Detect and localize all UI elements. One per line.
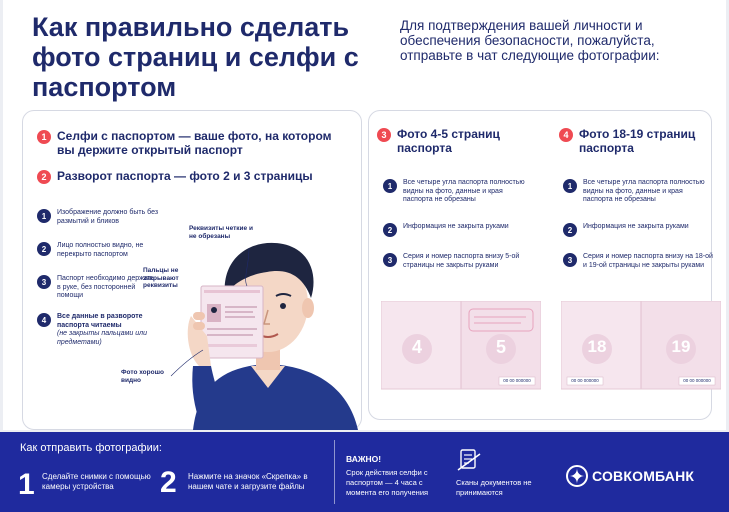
scan-text: Сканы документов не принимаются [456, 478, 532, 497]
rule-1819 [563, 223, 713, 237]
rule-number: 3 [383, 253, 397, 267]
important-title: ВАЖНО! [346, 454, 382, 464]
step-3-heading [377, 127, 537, 155]
rule-number: 2 [563, 223, 577, 237]
rule-text: Лицо полностью видно, не перекрыто паспортом [57, 242, 144, 258]
rule-45 [383, 223, 533, 237]
passport-page-5: 5 [495, 337, 506, 357]
rule-text: Информация не закрыта руками [583, 223, 689, 230]
bottom-bar [0, 432, 729, 512]
step-4-heading [559, 127, 709, 155]
passport-page-4: 4 [411, 337, 422, 357]
rule-text: Все четыре угла паспорта полностью видны на фото, данные и края паспорта не обрезаны [583, 179, 705, 203]
step-label: Разворот паспорта — фото 2 и 3 страницы [57, 169, 313, 183]
callout-photo: Фото хорошо видно [121, 369, 164, 384]
rule-text: Изображение должно быть без размытий и бликов [57, 209, 159, 225]
rule-text: Информация не закрыта руками [403, 223, 509, 230]
important-text: Срок действия селфи с паспортом — 4 часа с момента его получения [346, 468, 429, 497]
logo-text: СОВКОМБАНК [592, 468, 695, 484]
rule-text: Все данные в развороте паспорта читаемы [57, 313, 143, 329]
rule-text: Серия и номер паспорта внизу 5-ой страницы не закрыты руками [403, 253, 520, 269]
rule-1819 [563, 253, 713, 270]
rule-number: 3 [563, 253, 577, 267]
callout-fingers: Пальцы не закрывают реквизиты [143, 267, 179, 289]
rule-text: Паспорт необходимо держать в руке, без посторонней помощи [57, 275, 155, 299]
step-number: 4 [559, 128, 573, 142]
passport-page-19: 19 [671, 337, 691, 356]
rule-number: 1 [383, 179, 397, 193]
rule-text: Все четыре угла паспорта полностью видны на фото, данные и края паспорта не обрезаны [403, 179, 525, 203]
step-1-heading [37, 129, 337, 157]
selfie-rule [37, 209, 167, 226]
selfie-rule [37, 313, 157, 347]
sovcombank-logo [566, 465, 694, 487]
step-number: 3 [377, 128, 391, 142]
rule-number: 4 [37, 313, 51, 327]
step-label: Селфи с паспортом — ваше фото, на котором вы держите открытый паспорт [57, 129, 332, 157]
rule-number: 1 [563, 179, 577, 193]
callout-sharp: Реквизиты четкие и не обрезаны [189, 225, 253, 240]
step-2-heading [37, 169, 337, 184]
passport-page-18: 18 [587, 337, 607, 356]
bottom-step-number: 2 [160, 466, 177, 499]
selfie-rule [37, 242, 167, 259]
step-number: 1 [37, 130, 51, 144]
person-with-passport-illustration [163, 216, 363, 430]
rule-45 [383, 253, 533, 270]
rule-number: 2 [383, 223, 397, 237]
step-label: Фото 18-19 страниц паспорта [579, 127, 696, 155]
scan-document-icon [456, 448, 482, 474]
passport-serial: 00 00 000000 [503, 378, 531, 383]
bottom-title: Как отправить фотографии: [20, 442, 162, 454]
rule-number: 1 [37, 209, 51, 223]
rule-text: Серия и номер паспорта внизу на 18-ой и 19-ой страницы не закрыты руками [583, 253, 713, 269]
step-number: 2 [37, 170, 51, 184]
passport-serial: 00 00 000000 [571, 378, 599, 383]
divider [334, 440, 335, 504]
sovcombank-logo-icon [566, 465, 588, 487]
passport-pages-card [368, 110, 712, 420]
page-title: Как правильно сделать фото страниц и селфи с паспортом [32, 12, 359, 102]
selfie-rule [37, 275, 157, 301]
intro-text: Для подтверждения вашей личности и обеспечения безопасности, пожалуйста, отправьте в чат следующие фотографии: [400, 18, 660, 63]
selfie-card [22, 110, 362, 430]
rule-45 [383, 179, 533, 205]
rule-number: 2 [37, 242, 51, 256]
bottom-step-number: 1 [18, 468, 35, 501]
rule-1819 [563, 179, 713, 205]
bottom-step-text: Сделайте снимки с помощью камеры устройства [42, 472, 151, 491]
rule-number: 3 [37, 275, 51, 289]
passport-serial: 00 00 000000 [683, 378, 711, 383]
bottom-step-text: Нажмите на значок «Скрепка» в нашем чате и загрузите файлы [188, 472, 308, 491]
rule-note: (не закрыты пальцами или предметами) [57, 330, 148, 346]
step-label: Фото 4-5 страниц паспорта [397, 127, 500, 155]
